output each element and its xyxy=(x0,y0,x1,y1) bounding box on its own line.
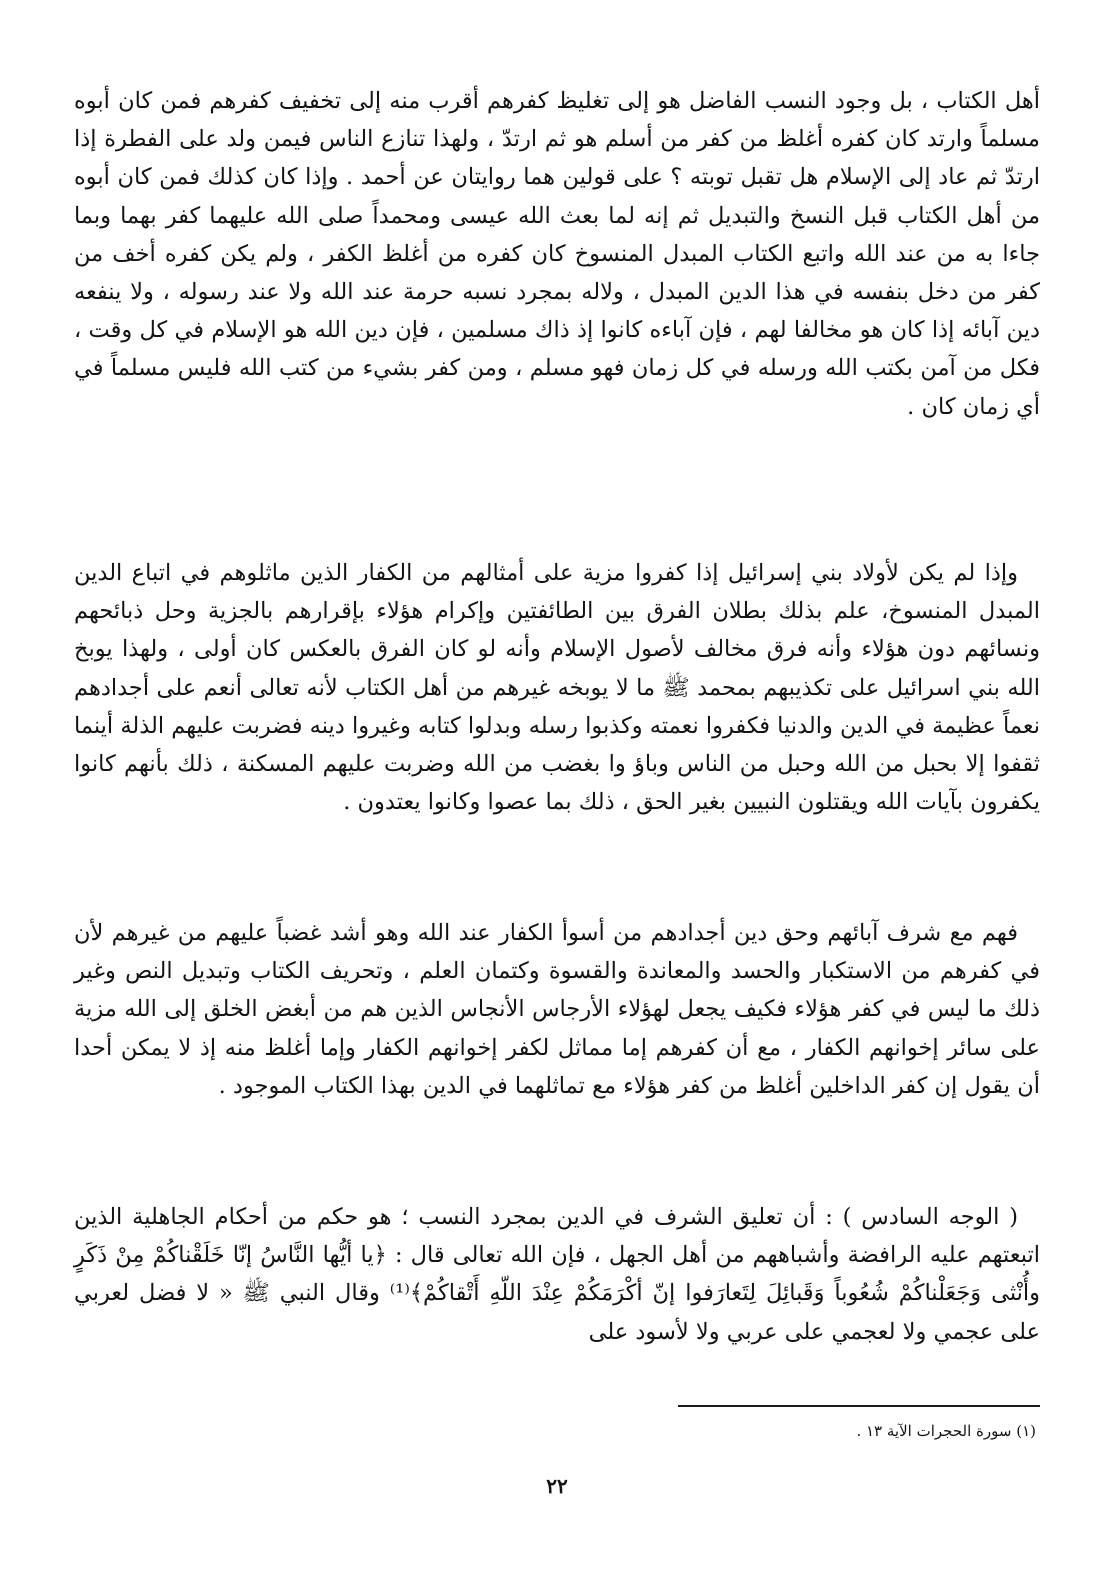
paragraph-1: أهل الكتاب ، بل وجود النسب الفاضل هو إلى تغليظ كفرهم أقرب منه إلى تخفيف كفرهم فمن كان أبوه مسلماً وارتد كان كفره أغلظ من كفر من أسلم هو ثم ارتدّ ، ولهذا تنازع الناس فيمن ولد على الفطرة إذا ارتدّ ثم عاد إلى الإسلام هل تقبل توبته ؟ على قولين هما روايتان عن أحمد . وإذا كان كذلك فمن كان أبوه من أهل الكتاب قبل النسخ والتبديل ثم إنه لما بعث الله عيسى ومحمداً صلى الله عليهما كفر بهما وبما جاءا به من عند الله واتبع الكتاب المبدل المنسوخ كان كفره من أغلظ الكفر ، ولم يكن كفره أخف من كفر من دخل بنفسه في هذا الدين المبدل ، ولاله بمجرد نسبه حرمة عند الله ولا عند رسوله ، ولا ينفعه دين آبائه إذا كان هو مخالفا لهم ، فإن آباءه كانوا إذ ذاك مسلمين ، فإن دين الله هو الإسلام في كل وقت ، فكل من آمن بكتب الله ورسله في كل زمان فهو مسلم ، ومن كفر بشيء من كتب الله فليس مسلماً في أي زمان كان . xyxy=(74,88,1040,420)
paragraph-2: وإذا لم يكن لأولاد بني إسرائيل إذا كفروا مزية على أمثالهم من الكفار الذين ماثلوهم في اتباع الدين المبدل المنسوخ، علم بذلك بطلان الفرق بين الطائفتين وإكرام هؤلاء بإقرارهم بالجزية وحل ذبائحهم ونسائهم دون هؤلاء وأنه فرق مخالف لأصول الإسلام وأنه لو كان الفرق بالعكس كان أولى ، ولهذا يوبخ الله بني اسرائيل على تكذيبهم بمحمد ﷺ ما لا يوبخه غيرهم من أهل الكتاب لأنه تعالى أنعم على أجدادهم نعماً عظيمة في الدين والدنيا فكفروا نعمته وكذبوا رسله وبدلوا كتابه وغيروا دينه فضربت عليهم الذلة أينما ثقفوا إلا بحبل من الله وحبل من الناس وباؤ وا بغضب من الله وضربت عليهم المسكنة ، ذلك بأنهم كانوا يكفرون بآيات الله ويقتلون النبيين بغير الحق ، ذلك بما عصوا وكانوا يعتدون . xyxy=(74,560,1040,816)
footnote: (١) سورة الحجرات الآية ١٣ . xyxy=(856,1422,1036,1440)
paragraph-3: فهم مع شرف آبائهم وحق دين أجدادهم من أسوأ الكفار عند الله وهو أشد غضباً عليهم من غيرهم لأن في كفرهم من الاستكبار والحسد والمعاندة والقسوة وكتمان العلم ، وتحريف الكتاب وتبديل النص وغير ذلك ما ليس في كفر هؤلاء فكيف يجعل لهؤلاء الأرجاس الأنجاس الذين هم من أبغض الخلق إلى الله مزية على سائر إخوانهم الكفار ، مع أن كفرهم إما مماثل لكفر إخوانهم الكفار وإما أغلظ منه إذ لا يمكن أحدا أن يقول إن كفر الداخلين أغلظ من كفر هؤلاء مع تماثلهما في الدين بهذا الكتاب الموجود . xyxy=(74,920,1040,1099)
paragraph-4: ( الوجه السادس ) : أن تعليق الشرف في الدين بمجرد النسب ؛ هو حكم من أحكام الجاهلية الذين اتبعتهم عليه الرافضة وأشباههم من أهل الجهل ، فإن الله تعالى قال : ﴿يا أيُّها النَّاسُ إنّا خَلَقْناكُمْ مِنْ ذَكَرٍ وأُنْثى وَجَعَلْناكُمْ شُعُوباً وَقَبائِلَ لِتَعارَفوا إنّ أكْرَمَكُمْ عِنْدَ اللّهِ أَتْقاكُمْ﴾⁽¹⁾ وقال النبي ﷺ « لا فضل لعربي على عجمي ولا لعجمي على عربي ولا لأسود على xyxy=(74,1204,1040,1345)
page-number: ٢٢ xyxy=(546,1474,568,1498)
footnote-divider xyxy=(678,1405,1040,1407)
